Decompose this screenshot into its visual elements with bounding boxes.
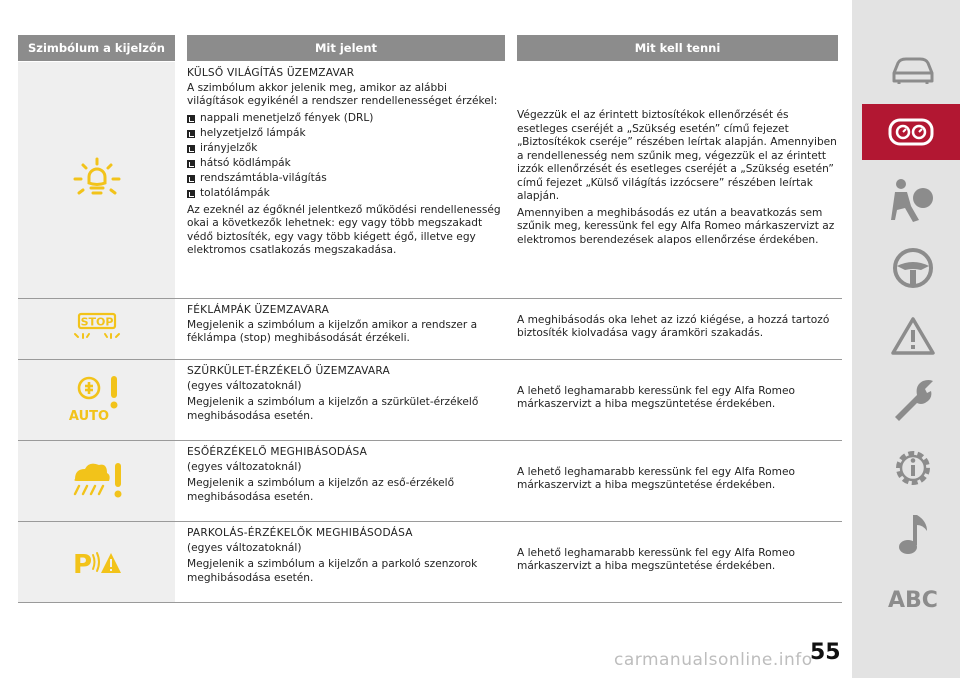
light-list — [187, 112, 505, 202]
action-cell — [517, 62, 838, 298]
row-title: KÜLSŐ VILÁGÍTÁS ÜZEMZAVAR — [187, 67, 355, 79]
auto-label: AUTO — [68, 409, 109, 424]
meaning-cell — [187, 522, 505, 602]
bullet-icon — [187, 190, 195, 198]
table-row — [18, 441, 842, 522]
row-title: ESŐÉRZÉKELŐ MEGHIBÁSODÁSA — [187, 446, 368, 458]
nav-multimedia[interactable] — [866, 506, 960, 562]
table-row — [18, 299, 842, 360]
nav-safety[interactable] — [866, 172, 960, 228]
parking-sensor-fault-icon — [71, 545, 123, 579]
action-text: Amennyiben a meghibásodás ez után a beavatkozás sem szűnik meg, keressünk fel egy Alfa Romeo márkaszervizt az elektromos berendezések alapos ellenőrzése érdekében. — [517, 206, 835, 246]
description: Megjelenik a szimbólum a kijelzőn amikor a rendszer a féklámpa (stop) meghibásodását érzékeli. — [187, 318, 478, 344]
nav-technical-data[interactable] — [866, 440, 960, 496]
nav-car[interactable] — [866, 42, 960, 98]
subtitle: (egyes változatoknál) — [187, 541, 302, 554]
index-label: ABC — [888, 587, 938, 613]
subtitle: (egyes változatoknál) — [187, 460, 302, 473]
description: A szimbólum akkor jelenik meg, amikor az alábbi világítások egyikénél a rendszer rendellenességet érzékel: — [187, 81, 498, 107]
description: Megjelenik a szimbólum a kijelzőn a parkoló szenzorok meghibásodása esetén. — [187, 558, 478, 584]
meaning-cell — [187, 62, 505, 298]
list-item: rendszámtábla-világítás — [187, 172, 505, 187]
meaning-cell — [187, 299, 505, 359]
symbol-cell — [18, 62, 175, 298]
nav-index[interactable] — [866, 572, 960, 628]
header-action: Mit kell tenni — [517, 35, 838, 61]
meaning-cell — [187, 441, 505, 521]
subtitle: (egyes változatoknál) — [187, 379, 302, 392]
symbol-cell — [18, 360, 175, 440]
description: Az ezeknél az égőknél jelentkező működési rendellenesség okai a következők lehetnek: egy vagy több megszakadt védő biztosíték, egy vagy több kiégett égő, illetve egy elektromos csatlakozás megszakadása. — [187, 203, 501, 256]
action-text: A lehető leghamarabb keressünk fel egy Alfa Romeo márkaszervizt a hiba megszüntetése érdekében. — [517, 546, 795, 572]
bullet-icon — [187, 130, 195, 138]
airbag-icon — [889, 176, 937, 224]
watermark: carmanualsonline.info — [614, 650, 813, 670]
warning-triangle-icon — [890, 315, 936, 357]
description: Megjelenik a szimbólum a kijelzőn az eső-érzékelő meghibásodása esetén. — [187, 477, 455, 503]
action-cell — [517, 360, 838, 440]
list-item: tolatólámpák — [187, 187, 505, 202]
list-item: hátsó ködlámpák — [187, 157, 505, 172]
table-header — [18, 34, 842, 62]
nav-dashboard[interactable] — [862, 104, 960, 160]
action-text: Végezzük el az érintett biztosítékok ellenőrzését és esetleges cseréjét a „Szükség esetén” című fejezet „Biztosítékok cseréje” részében leírtak alapján. Amennyiben a rendellenesség nem szűnik meg, végezzük el az érintett izzók ellenőrzését és esetleges cseréjét a „Szükség esetén” című fejezet „Külső világítás izzócsere” részében leírtak alapján. — [517, 109, 837, 202]
page-number: 55 — [810, 640, 841, 665]
nav-driving[interactable] — [866, 240, 960, 296]
car-icon — [890, 55, 936, 85]
action-text: A lehető leghamarabb keressünk fel egy Alfa Romeo márkaszervizt a hiba megszüntetése érdekében. — [517, 384, 795, 410]
table-row — [18, 62, 842, 299]
list-item: nappali menetjelző fények (DRL) — [187, 112, 505, 127]
action-cell — [517, 299, 838, 359]
action-cell — [517, 441, 838, 521]
dashboard-icon — [887, 117, 935, 147]
list-item: irányjelzők — [187, 142, 505, 157]
row-title: SZÜRKÜLET-ÉRZÉKELŐ ÜZEMZAVARA — [187, 365, 390, 377]
symbol-cell — [18, 299, 175, 359]
meaning-cell — [187, 360, 505, 440]
row-title: PARKOLÁS-ÉRZÉKELŐK MEGHIBÁSODÁSA — [187, 527, 413, 539]
list-item: helyzetjelző lámpák — [187, 127, 505, 142]
gear-info-icon — [890, 445, 936, 491]
bullet-icon — [187, 115, 195, 123]
rain-sensor-fault-icon — [67, 459, 127, 503]
nav-emergency[interactable] — [866, 308, 960, 364]
bullet-icon — [187, 175, 195, 183]
symbol-table — [18, 34, 842, 603]
table-row — [18, 360, 842, 441]
wrench-icon — [891, 377, 935, 423]
steering-wheel-icon — [891, 246, 935, 290]
exterior-light-fault-icon — [69, 155, 125, 205]
stop-label: STOP — [80, 315, 113, 329]
header-meaning: Mit jelent — [187, 35, 505, 61]
symbol-cell — [18, 441, 175, 521]
bullet-icon — [187, 160, 195, 168]
table-row — [18, 522, 842, 603]
nav-maintenance[interactable] — [866, 372, 960, 428]
brake-light-fault-icon — [69, 312, 125, 346]
action-text: A lehető leghamarabb keressünk fel egy Alfa Romeo márkaszervizt a hiba megszüntetése érdekében. — [517, 465, 795, 491]
action-text: A meghibásodás oka lehet az izzó kiégése, a hozzá tartozó biztosíték kiolvadása vagy áramköri szakadás. — [517, 313, 830, 339]
header-symbol: Szimbólum a kijelzőn — [18, 35, 175, 61]
bullet-icon — [187, 145, 195, 153]
description: Megjelenik a szimbólum a kijelzőn a szürkület-érzékelő meghibásodása esetén. — [187, 396, 479, 422]
row-title: FÉKLÁMPÁK ÜZEMZAVARA — [187, 304, 330, 316]
action-cell — [517, 522, 838, 602]
twilight-sensor-fault-icon — [67, 374, 127, 426]
parking-p-label: P — [72, 550, 92, 579]
symbol-cell — [18, 522, 175, 602]
music-note-icon — [893, 511, 933, 557]
